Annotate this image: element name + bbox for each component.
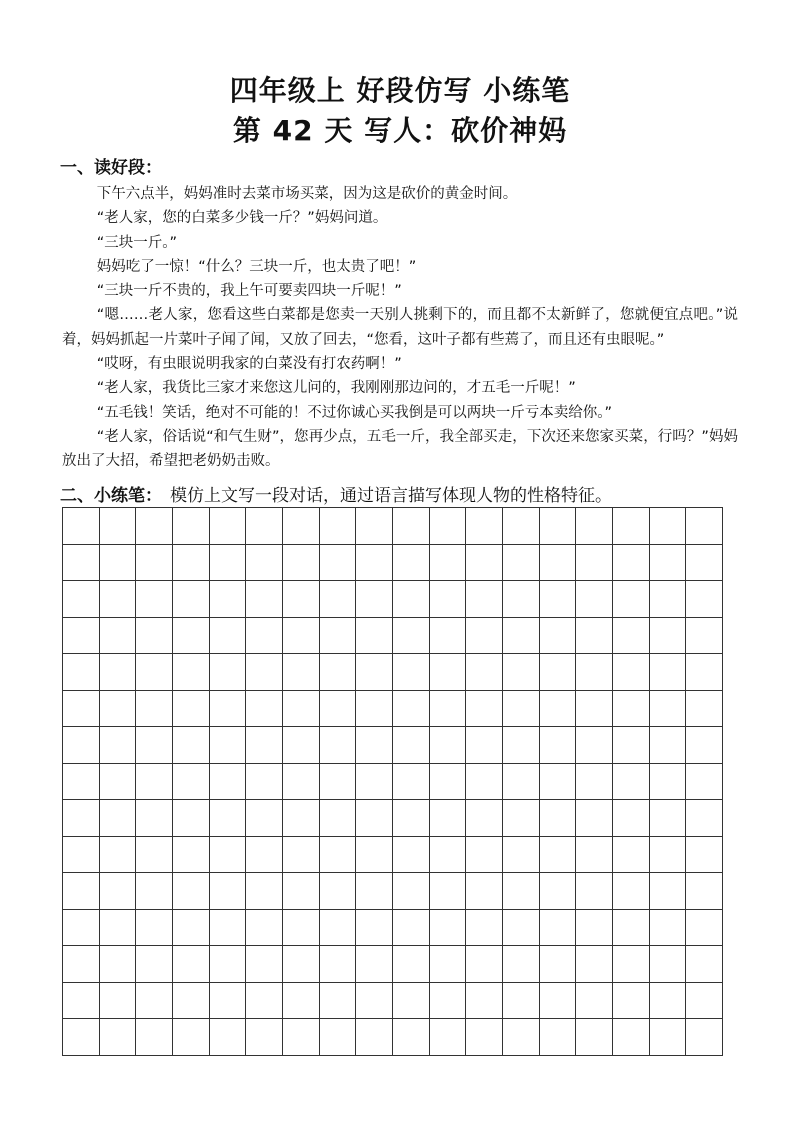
- grid-cell[interactable]: [210, 837, 247, 874]
- grid-cell[interactable]: [540, 764, 577, 801]
- grid-cell[interactable]: [173, 946, 210, 983]
- grid-cell[interactable]: [503, 581, 540, 618]
- grid-cell[interactable]: [576, 581, 613, 618]
- grid-cell[interactable]: [430, 654, 467, 691]
- section-reading-heading: 一、读好段：: [60, 158, 162, 178]
- grid-cell[interactable]: [320, 618, 357, 655]
- grid-cell[interactable]: [430, 691, 467, 728]
- grid-cell[interactable]: [686, 764, 723, 801]
- passage-paragraph: “嗯……老人家，您看这些白菜都是您卖一天别人挑剩下的，而且都不太新鲜了，您就便宜点吧。”说着，妈妈抓起一片菜叶子闻了闻，又放了回去，“您看，这叶子都有些蔫了，而且还有虫眼呢。”: [62, 307, 738, 348]
- grid-cell[interactable]: [246, 618, 283, 655]
- grid-cell[interactable]: [63, 800, 100, 837]
- grid-cell[interactable]: [503, 764, 540, 801]
- grid-cell[interactable]: [503, 727, 540, 764]
- grid-cell[interactable]: [430, 508, 467, 545]
- grid-cell[interactable]: [430, 837, 467, 874]
- grid-cell[interactable]: [466, 1019, 503, 1056]
- grid-cell[interactable]: [100, 1019, 137, 1056]
- passage-paragraph: “老人家，我货比三家才来您这儿问的，我刚刚那边问的，才五毛一斤呢！”: [96, 380, 576, 397]
- grid-cell[interactable]: [686, 654, 723, 691]
- page-subtitle: 第 42 天 写人：砍价神妈: [232, 114, 568, 147]
- grid-cell[interactable]: [173, 983, 210, 1020]
- grid-cell[interactable]: [503, 983, 540, 1020]
- grid-cell[interactable]: [393, 545, 430, 582]
- grid-cell[interactable]: [283, 837, 320, 874]
- grid-cell[interactable]: [283, 946, 320, 983]
- grid-cell[interactable]: [356, 654, 393, 691]
- grid-cell[interactable]: [430, 983, 467, 1020]
- grid-cell[interactable]: [63, 654, 100, 691]
- grid-cell[interactable]: [613, 581, 650, 618]
- grid-cell[interactable]: [650, 910, 687, 947]
- grid-cell[interactable]: [173, 910, 210, 947]
- grid-cell[interactable]: [63, 691, 100, 728]
- grid-cell[interactable]: [393, 800, 430, 837]
- grid-cell[interactable]: [540, 910, 577, 947]
- grid-cell[interactable]: [283, 618, 320, 655]
- grid-cell[interactable]: [63, 581, 100, 618]
- grid-cell[interactable]: [100, 983, 137, 1020]
- grid-cell[interactable]: [173, 545, 210, 582]
- grid-cell[interactable]: [356, 983, 393, 1020]
- grid-cell[interactable]: [613, 837, 650, 874]
- grid-cell[interactable]: [540, 691, 577, 728]
- grid-cell[interactable]: [540, 581, 577, 618]
- passage-paragraph: 下午六点半，妈妈准时去菜市场买菜，因为这是砍价的黄金时间。: [96, 186, 518, 202]
- grid-cell[interactable]: [356, 618, 393, 655]
- grid-cell[interactable]: [356, 764, 393, 801]
- passage-paragraph: “老人家，俗话说“和气生财”，您再少点，五毛一斤，我全部买走，下次还来您家买菜，行吗？”妈妈放出了大招，希望把老奶奶击败。: [62, 428, 738, 470]
- grid-cell[interactable]: [283, 764, 320, 801]
- page-title: 四年级上 好段仿写 小练笔: [229, 74, 571, 107]
- grid-cell[interactable]: [466, 946, 503, 983]
- grid-cell[interactable]: [503, 618, 540, 655]
- grid-cell[interactable]: [210, 800, 247, 837]
- grid-cell[interactable]: [576, 837, 613, 874]
- grid-cell[interactable]: [650, 545, 687, 582]
- grid-cell[interactable]: [466, 837, 503, 874]
- grid-cell[interactable]: [283, 873, 320, 910]
- grid-cell[interactable]: [100, 873, 137, 910]
- section-practice-heading: [60, 485, 612, 507]
- grid-cell[interactable]: [283, 910, 320, 947]
- grid-cell[interactable]: [686, 837, 723, 874]
- grid-cell[interactable]: [173, 581, 210, 618]
- grid-cell[interactable]: [393, 764, 430, 801]
- grid-cell[interactable]: [466, 691, 503, 728]
- grid-cell[interactable]: [320, 691, 357, 728]
- grid-cell[interactable]: [210, 983, 247, 1020]
- grid-cell[interactable]: [63, 727, 100, 764]
- grid-cell[interactable]: [283, 581, 320, 618]
- grid-cell[interactable]: [576, 727, 613, 764]
- grid-cell[interactable]: [283, 983, 320, 1020]
- grid-cell[interactable]: [650, 873, 687, 910]
- grid-cell[interactable]: [613, 983, 650, 1020]
- grid-cell[interactable]: [210, 508, 247, 545]
- grid-cell[interactable]: [650, 691, 687, 728]
- grid-cell[interactable]: [613, 508, 650, 545]
- grid-cell[interactable]: [393, 946, 430, 983]
- grid-cell[interactable]: [246, 727, 283, 764]
- grid-cell[interactable]: [63, 837, 100, 874]
- grid-cell[interactable]: [100, 581, 137, 618]
- grid-cell[interactable]: [63, 764, 100, 801]
- grid-cell[interactable]: [466, 764, 503, 801]
- grid-cell[interactable]: [430, 545, 467, 582]
- grid-cell[interactable]: [503, 837, 540, 874]
- grid-cell[interactable]: [100, 654, 137, 691]
- grid-cell[interactable]: [686, 1019, 723, 1056]
- grid-cell[interactable]: [136, 618, 173, 655]
- grid-cell[interactable]: [210, 764, 247, 801]
- grid-cell[interactable]: [136, 1019, 173, 1056]
- grid-cell[interactable]: [246, 764, 283, 801]
- grid-cell[interactable]: [283, 1019, 320, 1056]
- grid-cell[interactable]: [100, 800, 137, 837]
- grid-cell[interactable]: [320, 837, 357, 874]
- grid-cell[interactable]: [173, 873, 210, 910]
- grid-cell[interactable]: [650, 618, 687, 655]
- grid-cell[interactable]: [63, 508, 100, 545]
- grid-cell[interactable]: [356, 837, 393, 874]
- grid-cell[interactable]: [320, 727, 357, 764]
- grid-cell[interactable]: [613, 618, 650, 655]
- grid-cell[interactable]: [650, 764, 687, 801]
- grid-cell[interactable]: [613, 654, 650, 691]
- grid-cell[interactable]: [466, 545, 503, 582]
- grid-cell[interactable]: [576, 946, 613, 983]
- writing-grid[interactable]: [62, 507, 723, 1056]
- grid-cell[interactable]: [540, 800, 577, 837]
- grid-cell[interactable]: [686, 581, 723, 618]
- grid-cell[interactable]: [393, 910, 430, 947]
- grid-cell[interactable]: [540, 873, 577, 910]
- grid-cell[interactable]: [320, 508, 357, 545]
- grid-cell[interactable]: [210, 581, 247, 618]
- grid-cell[interactable]: [686, 910, 723, 947]
- grid-cell[interactable]: [63, 983, 100, 1020]
- grid-cell[interactable]: [246, 545, 283, 582]
- grid-cell[interactable]: [173, 508, 210, 545]
- grid-cell[interactable]: [356, 581, 393, 618]
- grid-cell[interactable]: [650, 581, 687, 618]
- grid-cell[interactable]: [246, 873, 283, 910]
- grid-cell[interactable]: [173, 837, 210, 874]
- grid-cell[interactable]: [540, 983, 577, 1020]
- grid-cell[interactable]: [210, 691, 247, 728]
- grid-cell[interactable]: [466, 910, 503, 947]
- grid-cell[interactable]: [613, 910, 650, 947]
- grid-cell[interactable]: [63, 873, 100, 910]
- grid-cell[interactable]: [466, 873, 503, 910]
- grid-cell[interactable]: [576, 691, 613, 728]
- grid-cell[interactable]: [210, 727, 247, 764]
- grid-cell[interactable]: [320, 654, 357, 691]
- grid-cell[interactable]: [576, 618, 613, 655]
- grid-cell[interactable]: [320, 1019, 357, 1056]
- grid-cell[interactable]: [136, 983, 173, 1020]
- practice-heading-label: 二、小练笔：: [60, 486, 162, 506]
- grid-cell[interactable]: [356, 800, 393, 837]
- grid-cell[interactable]: [466, 983, 503, 1020]
- grid-cell[interactable]: [173, 691, 210, 728]
- grid-cell[interactable]: [393, 654, 430, 691]
- grid-cell[interactable]: [650, 983, 687, 1020]
- grid-cell[interactable]: [613, 727, 650, 764]
- grid-cell[interactable]: [173, 727, 210, 764]
- grid-cell[interactable]: [136, 764, 173, 801]
- grid-cell[interactable]: [246, 654, 283, 691]
- grid-cell[interactable]: [503, 800, 540, 837]
- grid-cell[interactable]: [650, 800, 687, 837]
- grid-cell[interactable]: [246, 581, 283, 618]
- grid-cell[interactable]: [466, 508, 503, 545]
- grid-cell[interactable]: [466, 618, 503, 655]
- grid-cell[interactable]: [540, 1019, 577, 1056]
- grid-cell[interactable]: [136, 837, 173, 874]
- grid-cell[interactable]: [466, 581, 503, 618]
- grid-cell[interactable]: [320, 581, 357, 618]
- grid-cell[interactable]: [466, 800, 503, 837]
- grid-cell[interactable]: [100, 910, 137, 947]
- grid-cell[interactable]: [210, 946, 247, 983]
- grid-cell[interactable]: [356, 910, 393, 947]
- grid-cell[interactable]: [393, 837, 430, 874]
- grid-cell[interactable]: [100, 545, 137, 582]
- grid-cell[interactable]: [686, 618, 723, 655]
- grid-cell[interactable]: [356, 508, 393, 545]
- grid-cell[interactable]: [430, 581, 467, 618]
- grid-cell[interactable]: [503, 654, 540, 691]
- grid-cell[interactable]: [576, 910, 613, 947]
- grid-cell[interactable]: [613, 946, 650, 983]
- grid-cell[interactable]: [430, 727, 467, 764]
- grid-cell[interactable]: [356, 873, 393, 910]
- grid-cell[interactable]: [320, 910, 357, 947]
- grid-cell[interactable]: [136, 581, 173, 618]
- grid-cell[interactable]: [173, 1019, 210, 1056]
- grid-cell[interactable]: [650, 837, 687, 874]
- grid-cell[interactable]: [576, 508, 613, 545]
- grid-cell[interactable]: [320, 873, 357, 910]
- grid-cell[interactable]: [576, 983, 613, 1020]
- passage-paragraph: “五毛钱！笑话，绝对不可能的！不过你诚心买我倒是可以两块一斤亏本卖给你。”: [96, 404, 613, 421]
- grid-cell[interactable]: [466, 727, 503, 764]
- grid-cell[interactable]: [136, 654, 173, 691]
- grid-cell[interactable]: [613, 1019, 650, 1056]
- grid-cell[interactable]: [686, 727, 723, 764]
- grid-cell[interactable]: [686, 691, 723, 728]
- grid-cell[interactable]: [503, 873, 540, 910]
- grid-cell[interactable]: [173, 618, 210, 655]
- grid-cell[interactable]: [210, 545, 247, 582]
- grid-cell[interactable]: [136, 545, 173, 582]
- grid-cell[interactable]: [430, 873, 467, 910]
- grid-cell[interactable]: [466, 654, 503, 691]
- grid-cell[interactable]: [686, 873, 723, 910]
- grid-cell[interactable]: [320, 983, 357, 1020]
- passage-paragraph: “哎呀，有虫眼说明我家的白菜没有打农药啊！”: [96, 356, 402, 373]
- grid-cell[interactable]: [63, 946, 100, 983]
- grid-cell[interactable]: [503, 946, 540, 983]
- grid-cell[interactable]: [540, 727, 577, 764]
- reading-passage: [62, 182, 738, 474]
- grid-cell[interactable]: [173, 654, 210, 691]
- grid-cell[interactable]: [430, 910, 467, 947]
- grid-cell[interactable]: [246, 508, 283, 545]
- grid-cell[interactable]: [686, 508, 723, 545]
- passage-paragraph: “三块一斤。”: [96, 234, 178, 251]
- grid-cell[interactable]: [393, 983, 430, 1020]
- grid-cell[interactable]: [613, 873, 650, 910]
- grid-cell[interactable]: [320, 764, 357, 801]
- grid-cell[interactable]: [576, 545, 613, 582]
- grid-cell[interactable]: [613, 800, 650, 837]
- grid-cell[interactable]: [540, 618, 577, 655]
- grid-cell[interactable]: [430, 618, 467, 655]
- grid-cell[interactable]: [356, 545, 393, 582]
- grid-cell[interactable]: [613, 545, 650, 582]
- grid-cell[interactable]: [613, 691, 650, 728]
- grid-cell[interactable]: [503, 691, 540, 728]
- grid-cell[interactable]: [576, 873, 613, 910]
- grid-cell[interactable]: [210, 654, 247, 691]
- grid-cell[interactable]: [136, 800, 173, 837]
- passage-paragraph: “老人家，您的白菜多少钱一斤？”妈妈问道。: [96, 210, 388, 227]
- grid-cell[interactable]: [503, 545, 540, 582]
- grid-cell[interactable]: [320, 800, 357, 837]
- grid-cell[interactable]: [246, 837, 283, 874]
- grid-cell[interactable]: [63, 618, 100, 655]
- grid-cell[interactable]: [320, 545, 357, 582]
- grid-cell[interactable]: [173, 800, 210, 837]
- grid-cell[interactable]: [540, 946, 577, 983]
- grid-cell[interactable]: [540, 654, 577, 691]
- grid-cell[interactable]: [650, 654, 687, 691]
- grid-cell[interactable]: [283, 727, 320, 764]
- grid-cell[interactable]: [576, 1019, 613, 1056]
- grid-cell[interactable]: [136, 727, 173, 764]
- grid-cell[interactable]: [393, 1019, 430, 1056]
- grid-cell[interactable]: [100, 764, 137, 801]
- grid-cell[interactable]: [430, 764, 467, 801]
- grid-cell[interactable]: [650, 727, 687, 764]
- grid-cell[interactable]: [430, 800, 467, 837]
- grid-cell[interactable]: [283, 691, 320, 728]
- grid-cell[interactable]: [100, 618, 137, 655]
- grid-cell[interactable]: [283, 508, 320, 545]
- grid-cell[interactable]: [100, 837, 137, 874]
- practice-prompt: 模仿上文写一段对话，通过语言描写体现人物的性格特征。: [170, 486, 612, 506]
- grid-cell[interactable]: [540, 508, 577, 545]
- grid-cell[interactable]: [540, 837, 577, 874]
- grid-cell[interactable]: [503, 910, 540, 947]
- passage-paragraph: 妈妈吃了一惊！“什么？三块一斤，也太贵了吧！”: [96, 258, 417, 275]
- grid-cell[interactable]: [246, 691, 283, 728]
- grid-cell[interactable]: [173, 764, 210, 801]
- grid-cell[interactable]: [393, 727, 430, 764]
- grid-cell[interactable]: [246, 910, 283, 947]
- grid-cell[interactable]: [356, 946, 393, 983]
- grid-cell[interactable]: [63, 910, 100, 947]
- grid-cell[interactable]: [430, 1019, 467, 1056]
- grid-cell[interactable]: [686, 946, 723, 983]
- grid-cell[interactable]: [283, 654, 320, 691]
- grid-cell[interactable]: [393, 691, 430, 728]
- grid-cell[interactable]: [210, 1019, 247, 1056]
- grid-cell[interactable]: [393, 508, 430, 545]
- grid-cell[interactable]: [686, 800, 723, 837]
- grid-cell[interactable]: [136, 910, 173, 947]
- grid-cell[interactable]: [63, 545, 100, 582]
- grid-cell[interactable]: [210, 910, 247, 947]
- grid-cell[interactable]: [100, 946, 137, 983]
- grid-cell[interactable]: [430, 946, 467, 983]
- grid-cell[interactable]: [356, 727, 393, 764]
- grid-cell[interactable]: [136, 691, 173, 728]
- grid-cell[interactable]: [650, 1019, 687, 1056]
- grid-cell[interactable]: [686, 983, 723, 1020]
- grid-cell[interactable]: [100, 508, 137, 545]
- grid-cell[interactable]: [393, 873, 430, 910]
- grid-cell[interactable]: [686, 545, 723, 582]
- grid-cell[interactable]: [503, 508, 540, 545]
- grid-cell[interactable]: [283, 800, 320, 837]
- grid-cell[interactable]: [246, 946, 283, 983]
- grid-cell[interactable]: [503, 1019, 540, 1056]
- grid-cell[interactable]: [650, 508, 687, 545]
- grid-cell[interactable]: [136, 873, 173, 910]
- grid-cell[interactable]: [210, 873, 247, 910]
- passage-paragraph: “三块一斤不贵的，我上午可要卖四块一斤呢！”: [96, 283, 402, 300]
- grid-cell[interactable]: [613, 764, 650, 801]
- grid-cell[interactable]: [356, 691, 393, 728]
- grid-cell[interactable]: [246, 800, 283, 837]
- grid-cell[interactable]: [283, 545, 320, 582]
- grid-cell[interactable]: [246, 983, 283, 1020]
- grid-cell[interactable]: [246, 1019, 283, 1056]
- grid-cell[interactable]: [393, 581, 430, 618]
- grid-cell[interactable]: [576, 654, 613, 691]
- grid-cell[interactable]: [100, 691, 137, 728]
- grid-cell[interactable]: [650, 946, 687, 983]
- grid-cell[interactable]: [136, 508, 173, 545]
- grid-cell[interactable]: [393, 618, 430, 655]
- grid-cell[interactable]: [576, 764, 613, 801]
- grid-cell[interactable]: [356, 1019, 393, 1056]
- grid-cell[interactable]: [100, 727, 137, 764]
- grid-cell[interactable]: [576, 800, 613, 837]
- grid-cell[interactable]: [136, 946, 173, 983]
- grid-cell[interactable]: [63, 1019, 100, 1056]
- grid-cell[interactable]: [320, 946, 357, 983]
- grid-cell[interactable]: [210, 618, 247, 655]
- grid-cell[interactable]: [540, 545, 577, 582]
